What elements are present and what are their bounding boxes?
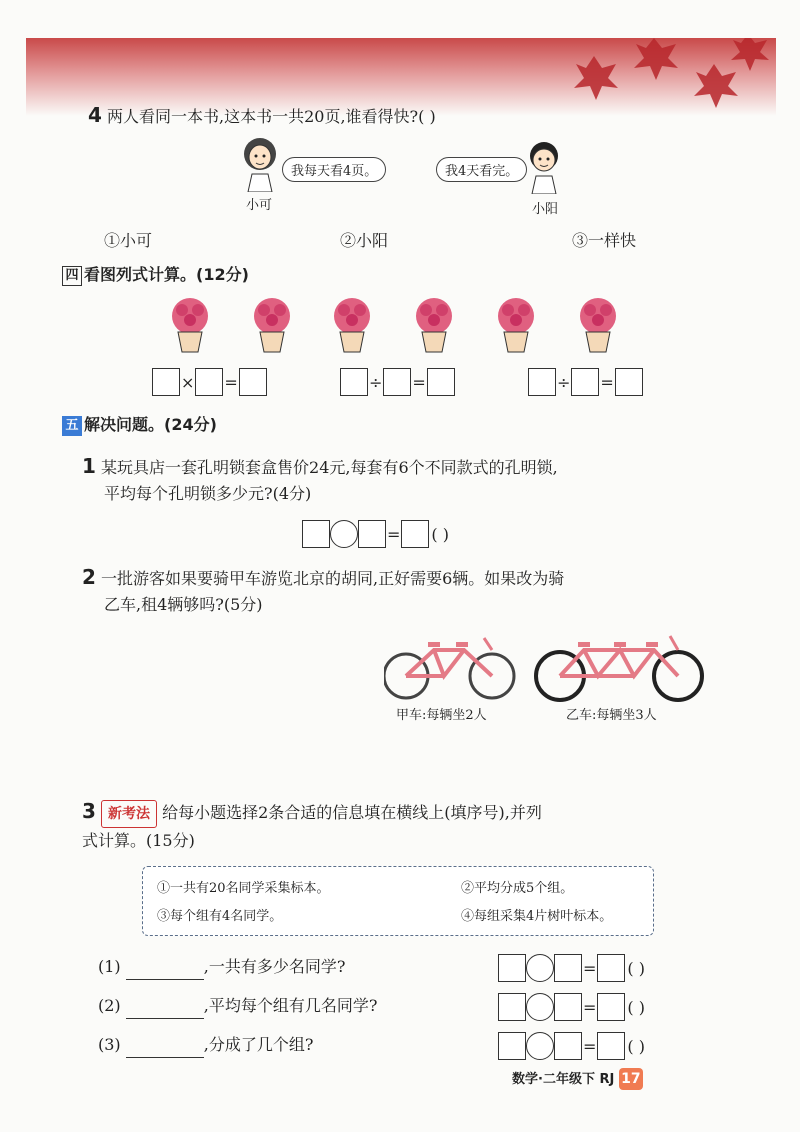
- unit-paren[interactable]: ( ): [627, 997, 645, 1017]
- fill-blank[interactable]: [126, 963, 204, 980]
- problem-2: [82, 564, 722, 618]
- equals-sign: =: [600, 372, 614, 392]
- page-number: 17: [619, 1068, 643, 1090]
- sub-question-text: ,一共有多少名同学?: [203, 957, 346, 976]
- triple-bike-b: [536, 636, 702, 700]
- answer-box[interactable]: [554, 993, 582, 1021]
- problem-3: [82, 798, 722, 854]
- answer-box[interactable]: [571, 368, 599, 396]
- sub-question-2-equation: [498, 993, 645, 1021]
- option-2[interactable]: ②小阳: [340, 231, 389, 250]
- answer-box[interactable]: [498, 954, 526, 982]
- equals-sign: =: [412, 372, 426, 392]
- flower-pots-illustration: [160, 296, 640, 358]
- flower-pot-4: [416, 298, 452, 352]
- problem-2-line1: 一批游客如果要骑甲车游览北京的胡同,正好需要6辆。如果改为骑: [101, 569, 565, 588]
- bike-b-label: 乙车:每辆坐3人: [566, 708, 657, 723]
- equals-sign: =: [583, 958, 597, 978]
- name-xiaoke: 小可: [246, 198, 273, 213]
- unit-paren[interactable]: ( ): [431, 524, 449, 544]
- answer-box[interactable]: [195, 368, 223, 396]
- bikes-illustration: [384, 630, 704, 704]
- problem-1: [82, 453, 722, 507]
- equals-sign: =: [224, 372, 238, 392]
- sub-question-3-equation: [498, 1032, 645, 1060]
- bubble-xiaoyang: 我4天看完。: [436, 157, 527, 182]
- fill-blank[interactable]: [126, 1002, 204, 1019]
- answer-box[interactable]: [498, 1032, 526, 1060]
- problem-3-line1: 给每小题选择2条合适的信息填在横线上(填序号),并列: [162, 803, 542, 822]
- section4-header: [62, 262, 249, 286]
- answer-box[interactable]: [358, 520, 386, 548]
- times-sign: ×: [181, 372, 195, 392]
- unit-paren[interactable]: ( ): [627, 1036, 645, 1056]
- answer-box[interactable]: [498, 993, 526, 1021]
- sub-question-1-equation: [498, 954, 645, 982]
- equals-sign: =: [583, 997, 597, 1017]
- q4-number: 4: [88, 103, 102, 127]
- section4-title: 看图列式计算。(12分): [84, 265, 249, 284]
- answer-box[interactable]: [401, 520, 429, 548]
- section4-badge: 四: [62, 266, 82, 286]
- problem-1-line1: 某玩具店一套孔明锁套盒售价24元,每套有6个不同款式的孔明锁,: [101, 458, 558, 477]
- info-box: [142, 866, 654, 936]
- answer-box[interactable]: [615, 368, 643, 396]
- flower-pot-6: [580, 298, 616, 352]
- sub-question-2: [98, 993, 377, 1019]
- answer-box[interactable]: [597, 954, 625, 982]
- equation-divide-1: [340, 368, 455, 396]
- answer-box[interactable]: [597, 1032, 625, 1060]
- tandem-bike-a: [384, 638, 514, 698]
- sub-question-text: ,分成了几个组?: [203, 1035, 314, 1054]
- section5-header: [62, 412, 217, 436]
- equation-multiply: [152, 368, 267, 396]
- unit-paren[interactable]: ( ): [627, 958, 645, 978]
- equals-sign: =: [387, 524, 401, 544]
- answer-box[interactable]: [554, 1032, 582, 1060]
- answer-box[interactable]: [597, 993, 625, 1021]
- answer-box[interactable]: [528, 368, 556, 396]
- sub-question-index: (2): [98, 996, 121, 1015]
- girl-illustration: [240, 136, 280, 192]
- sub-question-text: ,平均每个组有几名同学?: [203, 996, 378, 1015]
- answer-box[interactable]: [383, 368, 411, 396]
- sub-question-index: (3): [98, 1035, 121, 1054]
- problem-2-line2: 乙车,租4辆够吗?(5分): [104, 595, 263, 614]
- problem-1-line2: 平均每个孔明锁多少元?(4分): [104, 484, 312, 503]
- section5-title: 解决问题。(24分): [84, 415, 217, 434]
- problem-2-number: 2: [82, 565, 96, 589]
- info-4: ④每组采集4片树叶标本。: [461, 909, 613, 924]
- divide-sign: ÷: [557, 372, 571, 392]
- bike-a-label: 甲车:每辆坐2人: [396, 708, 487, 723]
- sub-question-3: [98, 1032, 313, 1058]
- sub-question-1: [98, 954, 345, 980]
- q4-text: 两人看同一本书,这本书一共20页,谁看得快?( ): [107, 107, 436, 126]
- operator-circle[interactable]: [330, 520, 358, 548]
- answer-box[interactable]: [152, 368, 180, 396]
- flower-pot-2: [254, 298, 290, 352]
- boy-illustration: [526, 138, 562, 194]
- problem-1-number: 1: [82, 454, 96, 478]
- info-2: ②平均分成5个组。: [461, 881, 574, 896]
- equals-sign: =: [583, 1036, 597, 1056]
- new-method-tag: 新考法: [101, 800, 157, 828]
- answer-box[interactable]: [239, 368, 267, 396]
- problem-3-number: 3: [82, 799, 96, 823]
- divide-sign: ÷: [369, 372, 383, 392]
- flower-pot-5: [498, 298, 534, 352]
- problem-1-equation: [302, 520, 449, 548]
- fill-blank[interactable]: [126, 1041, 204, 1058]
- option-1[interactable]: ①小可: [104, 231, 153, 250]
- answer-box[interactable]: [427, 368, 455, 396]
- q4-line: [88, 102, 436, 130]
- answer-box[interactable]: [340, 368, 368, 396]
- footer-text: 数学·二年级下 RJ: [512, 1072, 615, 1087]
- operator-circle[interactable]: [526, 1032, 554, 1060]
- footer: [512, 1068, 643, 1090]
- answer-box[interactable]: [302, 520, 330, 548]
- operator-circle[interactable]: [526, 993, 554, 1021]
- operator-circle[interactable]: [526, 954, 554, 982]
- info-1: ①一共有20名同学采集标本。: [157, 881, 330, 896]
- equation-divide-2: [528, 368, 643, 396]
- name-xiaoyang: 小阳: [532, 202, 559, 217]
- info-3: ③每个组有4名同学。: [157, 909, 283, 924]
- flower-pot-3: [334, 298, 370, 352]
- answer-box[interactable]: [554, 954, 582, 982]
- bubble-xiaoke: 我每天看4页。: [282, 157, 386, 182]
- flower-pot-1: [172, 298, 208, 352]
- section5-badge: 五: [62, 416, 82, 436]
- problem-3-line2: 式计算。(15分): [82, 831, 195, 850]
- sub-question-index: (1): [98, 957, 121, 976]
- option-3[interactable]: ③一样快: [572, 231, 637, 250]
